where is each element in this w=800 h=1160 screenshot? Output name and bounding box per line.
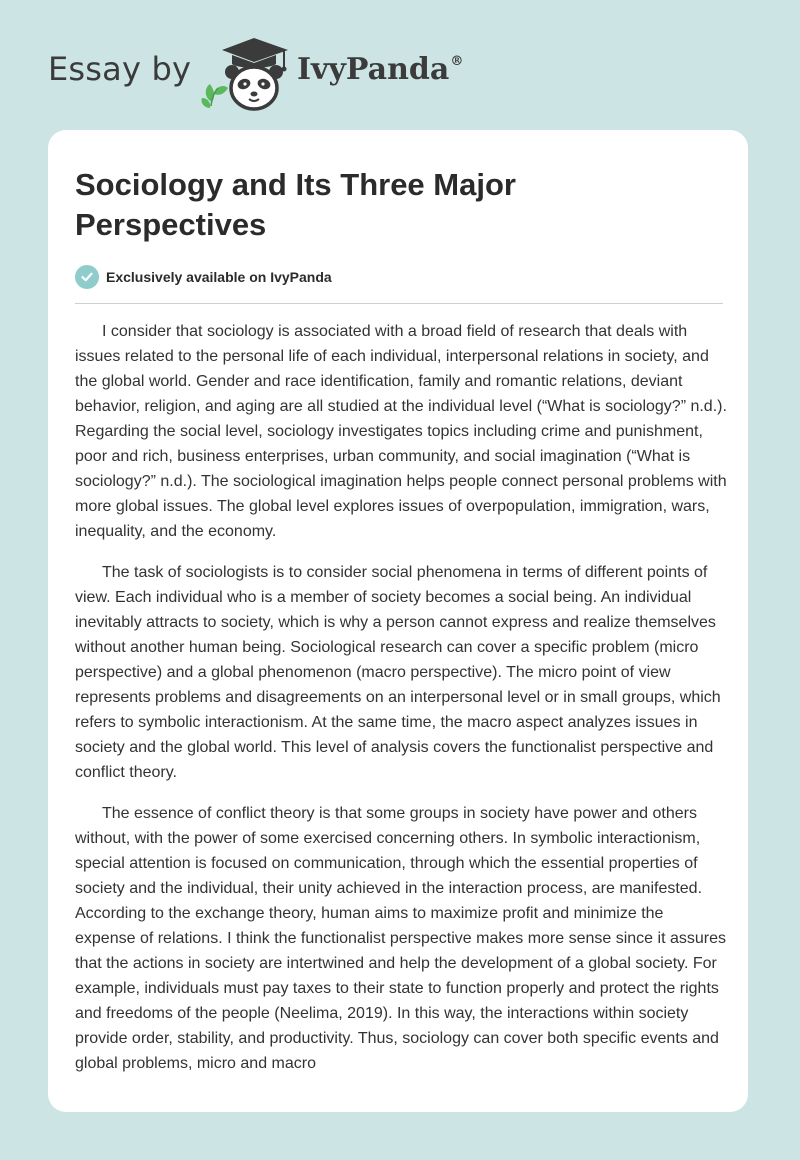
checkmark-icon bbox=[75, 265, 99, 289]
ivy-leaf-icon bbox=[201, 84, 228, 108]
ivypanda-logo-icon[interactable] bbox=[198, 36, 294, 112]
registered-mark: ® bbox=[450, 54, 464, 69]
essay-body bbox=[75, 319, 727, 1092]
paragraph: The task of sociologists is to consider social phenomena in terms of different points of view. Each individual who is a member of society becomes a social being. An individual inevitably attracts to society, which is why a person cannot express and realize themselves without another human being. Sociological research can cover a specific problem (micro perspective) and a global phenomenon (macro perspective). The micro point of view represents problems and disagreements on an interpersonal level or in small groups, which refers to symbolic interactionism. At the same time, the macro aspect analyzes issues in society and the global world. This level of analysis covers the functionalist perspective and conflict theory. bbox=[75, 564, 721, 781]
essay-card bbox=[48, 130, 748, 1112]
paragraph: The essence of conflict theory is that some groups in society have power and others without, with the power of some exercised concerning others. In symbolic interactionism, special attention is focused on communication, through which the essential properties of society and the individual, their unity achieved in the interaction process, are manifested. According to the exchange theory, human aims to maximize profit and minimize the expense of relations. I think the functionalist perspective makes more sense since it assures that the actions in society are intertwined and help the development of a global society. For example, individuals must pay taxes to their state to function properly and protect the rights and freedoms of the people (Neelima, 2019). In this way, the interactions within society provide order, stability, and productivity. Thus, sociology can cover both specific events and global problems, micro and macro bbox=[75, 805, 726, 1072]
exclusive-badge bbox=[75, 264, 332, 290]
brand-name[interactable] bbox=[297, 52, 463, 87]
divider bbox=[75, 303, 723, 304]
badge-text: Exclusively available on IvyPanda bbox=[106, 269, 332, 285]
essay-title: Sociology and Its Three Major Perspectives bbox=[75, 167, 516, 242]
essay-by-label: Essay by bbox=[48, 50, 192, 88]
site-header bbox=[0, 0, 800, 130]
brand-name-text: IvyPanda bbox=[297, 52, 450, 87]
paragraph: I consider that sociology is associated with a broad field of research that deals with issues related to the personal life of each individual, interpersonal relations in society, and the global world. Gender and race identification, family and romantic relations, deviant behavior, religion, and aging are all studied at the individual level (“What is sociology?” n.d.). Regarding the social level, sociology investigates topics including crime and punishment, poor and rich, business enterprises, urban community, and social imagination (“What is sociology?” n.d.). The sociological imagination helps people connect personal problems with more global issues. The global level explores issues of overpopulation, immigration, wars, inequality, and the economy. bbox=[75, 323, 727, 540]
panda-face-icon bbox=[225, 65, 283, 109]
